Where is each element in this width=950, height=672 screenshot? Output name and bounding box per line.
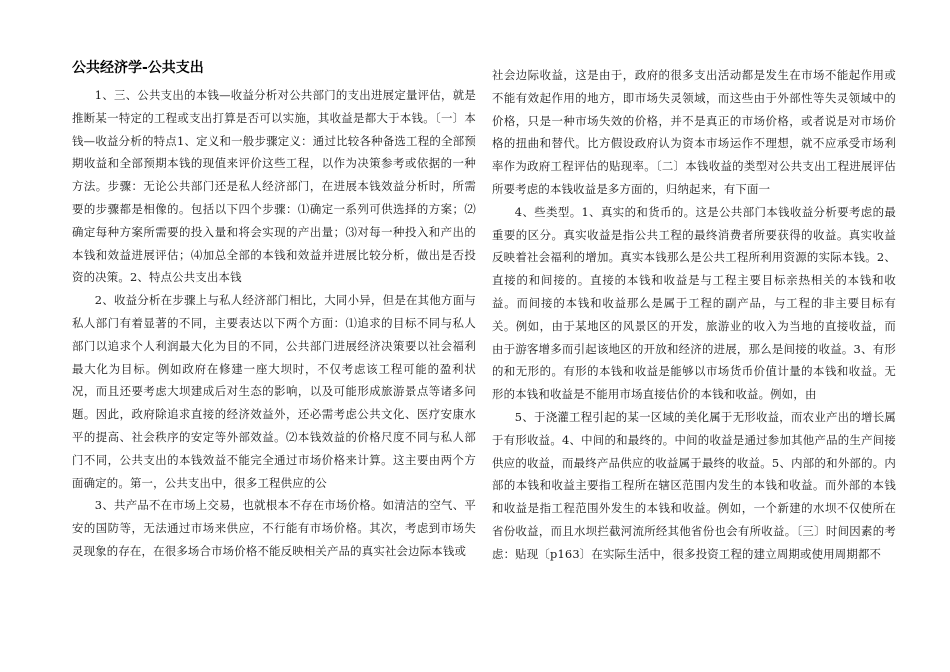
paragraph-3-continued: 社会边际收益，这是由于，政府的很多支出活动都是发生在市场不能起作用或不能有效起作用的地方，即市场失灵领域，而这些由于外部性等失灵领域中的价格，只是一种市场失效的价格，并不是真正的市场价格，或者说是对市场价格的扭曲和替代。比方假设政府认为资本市场运作不理想，就不应承受市场利率作为政府工程评估的贴现率。〔二〕本钱收益的类型对公共支出工程进展评估所要考虑的本钱收益是多方面的，归纳起来，有下面一 bbox=[492, 68, 896, 196]
paragraph-4: 4、些类型。1、真实的和货币的。这是公共部门本钱收益分析要考虑的最重要的区分。真实收益是指公共工程的最终消费者所要获得的收益。真实收益反映着社会福利的增加。真实本钱那么是公共工程所利用资源的实际本钱。2、直接的和间接的。直接的本钱和收益是与工程主要目标亲热相关的本钱和收益。而间接的本钱和收益那么是属于工程的副产品，与工程的非主要目标有关。例如，由于某地区的风景区的开发，旅游业的收入为当地的直接收益，而由于游客增多而引起该地区的开放和经济的进展，那么是间接的收益。3、有形的和无形的。有形的本钱和收益是能够以市场货币价值计量的本钱和收益。无形的本钱和收益是不能用市场直接估价的本钱和收益。例如，由 bbox=[492, 204, 896, 402]
paragraph-5: 5、于浇灌工程引起的某一区域的美化属于无形收益，而农业产出的增长属于有形收益。4、中间的和最终的。中间的收益是通过参加其他产品的生产间接供应的收益，而最终产品供应的收益属于最终的收益。5、内部的和外部的。内部的本钱和收益主要指工程所在辖区范围内发生的本钱和收益。而外部的本钱和收益是指工程范围外发生的本钱和收益。例如，一个新建的水坝不仅使所在省份收益，而且水坝拦截河流所经其他省份也会有所收益。〔三〕时间因素的考虑：贴现〔p163〕在实际生活中，很多投资工程的建立周期或使用周期都不 bbox=[492, 409, 896, 561]
paragraph-2: 2、收益分析在步骤上与私人经济部门相比，大同小异，但是在其他方面与私人部门有着显著的不同，主要表达以下两个方面：⑴追求的目标不同与私人部门以追求个人利润最大化为目的不同，公共部门进展经济决策要以社会福利最大化为目标。例如政府在修建一座大坝时，不仅考虑该工程可能的盈利状况，而且还要考虑大坝建成后对生态的影响，以及可能形成旅游景点等诸多问题。因此，政府除追求直接的经济效益外，还必需考虑公共文化、医疗安康水平的提高、社会秩序的安定等外部效益。⑵本钱效益的价格尺度不同与私人部门不同，公共支出的本钱效益不能完全通过市场价格来计算。这主要由两个方面确定的。第一，公共支出中，很多工程供应的公 bbox=[72, 293, 476, 490]
left-column bbox=[72, 58, 476, 563]
paragraph-1: 1、三、公共支出的本钱—收益分析对公共部门的支出进展定量评估，就是推断某一特定的工程或支出打算是否可以实施，其收益是都大于本钱。〔一〕本钱—收益分析的特点1、定义和一般步骤定义：通过比较各种备选工程的全部预期收益和全部预期本钱的现值来评价这些工程，以作为决策参考或依据的一种方法。步骤：无论公共部门还是私人经济部门，在进展本钱效益分析时，所需要的步骤都是相像的。包括以下四个步骤：⑴确定一系列可供选择的方案；⑵确定每种方案所需要的投入量和将会实现的产出量；⑶对每一种投入和产出的本钱和效益进展评估；⑷加总全部的本钱和效益并进展比较分析，做出是否投资的决策。2、特点公共支出本钱 bbox=[72, 88, 476, 285]
right-column bbox=[492, 64, 896, 566]
paragraph-3: 3、共产品不在市场上交易，也就根本不存在市场价格。如清洁的空气、平安的国防等，无法通过市场来供应，不行能有市场价格。其次，考虑到市场失灵现象的存在，在很多场合市场价格不能反映相关产品的真实社会边际本钱或 bbox=[72, 498, 476, 558]
document-title: 公共经济学-公共支出 bbox=[72, 60, 204, 76]
